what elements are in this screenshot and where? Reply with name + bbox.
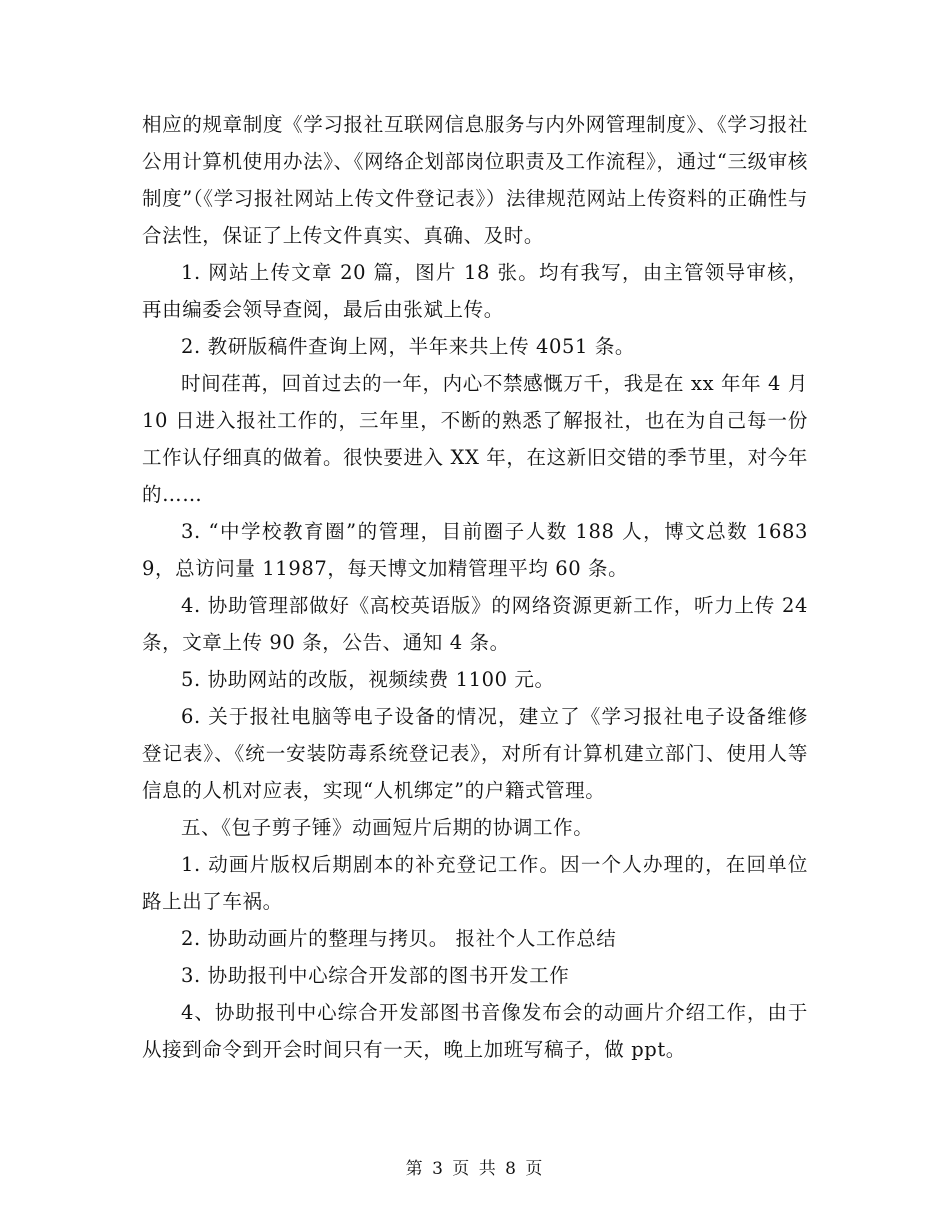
paragraph-3: 2. 教研版稿件查询上网，半年来共上传 4051 条。	[181, 335, 636, 358]
paragraph-9: 五、《包子剪子锤》动画短片后期的协调工作。	[181, 816, 594, 839]
paragraph-10: 1. 动画片版权后期剧本的补充登记工作。因一个人办理的，在回单位路上出了车祸。	[142, 853, 808, 913]
paragraph-5: 3. “中学校教育圈”的管理，目前圈子人数 188 人，博文总数 16839，总访问量 11987，每天博文加精管理平均 60 条。	[142, 520, 808, 580]
paragraph-4: 时间荏苒，回首过去的一年，内心不禁感慨万千，我是在 xx 年年 4 月 10 日进入报社工作的，三年里，不断的熟悉了解报社，也在为自己每一份工作认仔细真的做着。很快要进入 XX 年，在这新旧交错的季节里，对今年的……	[142, 372, 808, 506]
paragraph-13: 4、协助报刊中心综合开发部图书音像发布会的动画片介绍工作，由于从接到命令到开会时间只有一天，晚上加班写稿子，做 ppt。	[142, 1001, 808, 1061]
paragraph-8: 6. 关于报社电脑等电子设备的情况，建立了《学习报社电子设备维修登记表》、《统一安装防毒系统登记表》，对所有计算机建立部门、使用人等信息的人机对应表，实现“人机绑定”的户籍式管理。	[142, 705, 808, 802]
page-number-label: 第 3 页 共 8 页	[405, 1159, 545, 1179]
paragraph-7: 5. 协助网站的改版，视频续费 1100 元。	[181, 668, 555, 691]
paragraph-11: 2. 协助动画片的整理与拷贝。 报社个人工作总结	[181, 927, 617, 950]
paragraph-2: 1. 网站上传文章 20 篇，图片 18 张。均有我写，由主管领导审核，再由编委会领导查阅，最后由张斌上传。	[142, 261, 808, 321]
paragraph-1: 相应的规章制度《学习报社互联网信息服务与内外网管理制度》、《学习报社公用计算机使用办法》、《网络企划部岗位职责及工作流程》，通过“三级审核制度”（《学习报社网站上传文件登记表》）法律规范网站上传资料的正确性与合法性，保证了上传文件真实、真确、及时。	[142, 113, 808, 247]
document-body	[142, 106, 808, 1068]
paragraph-6: 4. 协助管理部做好《高校英语版》的网络资源更新工作，听力上传 24 条，文章上传 90 条，公告、通知 4 条。	[142, 594, 808, 654]
page-footer	[0, 1154, 950, 1179]
paragraph-12: 3. 协助报刊中心综合开发部的图书开发工作	[181, 964, 570, 987]
